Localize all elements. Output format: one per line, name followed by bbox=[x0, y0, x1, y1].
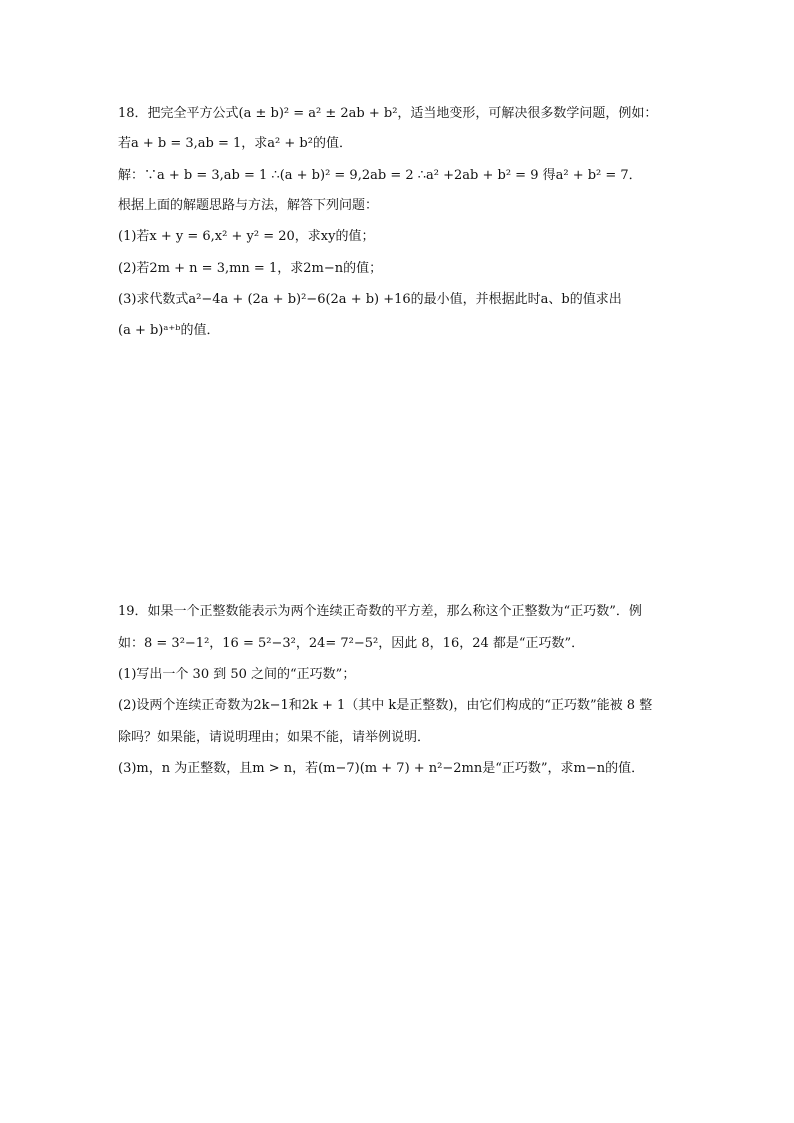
problem-18-part-3-continued: (a + b)ᵃ⁺ᵇ的值． bbox=[118, 323, 220, 338]
problem-18-instruction: 根据上面的解题思路与方法，解答下列问题： bbox=[118, 198, 379, 213]
problem-18-part-3: (3)求代数式a²−4a + (2a + b)²−6(2a + b) +16的最小值，并根据此时a、b的值求出 bbox=[118, 292, 622, 307]
problem-18-part-1: (1)若x + y = 6,x² + y² = 20，求xy的值； bbox=[118, 229, 375, 244]
problem-19-part-2: (2)设两个连续正奇数为2k−1和2k + 1（其中 k是正整数)，由它们构成的“正巧数”能被 8 整 bbox=[118, 698, 653, 713]
problem-19-statement: 19．如果一个正整数能表示为两个连续正奇数的平方差，那么称这个正整数为“正巧数”．例 bbox=[118, 604, 642, 619]
problem-18-solution: 解：∵a + b = 3,ab = 1 ∴(a + b)² = 9,2ab = 2 ∴a² +2ab + b² = 9 得a² + b² = 7． bbox=[118, 168, 642, 183]
problem-19-example: 如：8 = 3²−1²，16 = 5²−3²，24= 7²−5²，因此 8，16，24 都是“正巧数”． bbox=[118, 636, 585, 651]
problem-18-statement: 18．把完全平方公式(a ± b)² = a² ± 2ab + b²，适当地变形，可解决很多数学问题，例如： bbox=[118, 106, 658, 121]
problem-18-part-2: (2)若2m + n = 3,mn = 1，求2m−n的值； bbox=[118, 261, 383, 276]
problem-19-part-2-continued: 除吗？如果能，请说明理由；如果不能，请举例说明． bbox=[118, 730, 431, 745]
problem-18-example: 若a + b = 3,ab = 1，求a² + b²的值． bbox=[118, 136, 352, 151]
problem-19-part-3: (3)m，n 为正整数，且m > n，若(m−7)(m + 7) + n²−2mn是“正巧数”，求m−n的值． bbox=[118, 761, 645, 776]
problem-19-part-1: (1)写出一个 30 到 50 之间的“正巧数”； bbox=[118, 667, 356, 682]
